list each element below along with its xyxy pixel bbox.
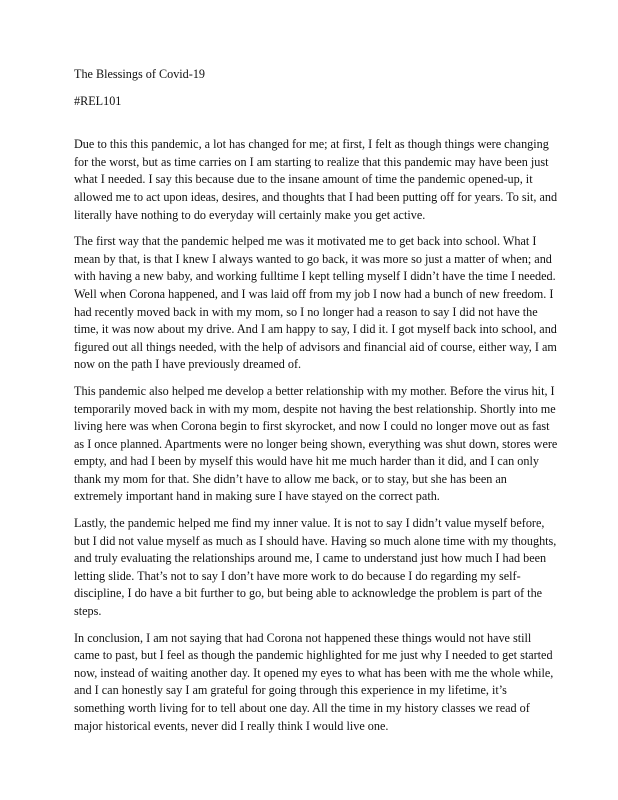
paragraph-inner-value: Lastly, the pandemic helped me find my inner value. It is not to say I didn’t value myself before, but I did not value myself as much as I should have. Having so much alone time with my thoughts, and truly evaluating the relationships around me, I came to understand just how much I had been letting slide. That’s not to say I don’t have more work to do because I do regarding my self-discipline, I do have a bit further to go, but being able to acknowledge the problem is part of the steps. bbox=[74, 516, 557, 619]
paragraph-school: The first way that the pandemic helped me was it motivated me to get back into school. What I mean by that, is that I knew I always wanted to go back, it was more so just a matter of when; and with having a new baby, and working fulltime I kept telling myself I didn’t have the time I needed. Well when Corona happened, and I was laid off from my job I now had a bunch of new freedom. I had recently moved back in with my mom, so I no longer had a reason to say I did not have the time, it was now about my drive. And I am happy to say, I did it. I got myself back into school, and figured out all things needed, with the help of advisors and financial aid of course, either way, I am now on the path I have previously dreamed of. bbox=[74, 234, 557, 372]
paragraph-conclusion: In conclusion, I am not saying that had Corona not happened these things would not have still came to past, but I feel as though the pandemic highlighted for me just why I needed to get started now, instead of waiting another day. It opened my eyes to what has been with me the whole while, and I can honestly say I am grateful for going through this experience in my lifetime, it’s something worth living for to tell about one day. All the time in my history classes we read of major historical events, never did I really think I would live one. bbox=[74, 630, 554, 733]
document-title: The Blessings of Covid-19 bbox=[74, 67, 206, 81]
paragraph-intro: Due to this this pandemic, a lot has changed for me; at first, I felt as though things were changing for the worst, but as time carries on I am starting to realize that this pandemic may have been just what I needed. I say this because due to the insane amount of time the pandemic opened-up, it allowed me to act upon ideas, desires, and thoughts that I had been putting off for years. To sit, and literally have nothing to do everyday will certainly make you get active. bbox=[74, 137, 558, 222]
document-body bbox=[74, 66, 558, 744]
paragraph-mother: This pandemic also helped me develop a better relationship with my mother. Before the virus hit, I temporarily moved back in with my mom, despite not having the best relationship. Shortly into me living here was when Corona begin to first skyrocket, and now I could no longer move out as fast as I once planned. Apartments were no longer being shown, everything was shut down, stores were empty, and had I been by myself this would have hit me much harder than it did, and I can only thank my mom for that. She didn’t have to allow me back, or to stay, but she has been an extremely important hand in making sure I have stayed on the correct path. bbox=[74, 383, 558, 504]
course-tag: #REL101 bbox=[74, 93, 122, 108]
